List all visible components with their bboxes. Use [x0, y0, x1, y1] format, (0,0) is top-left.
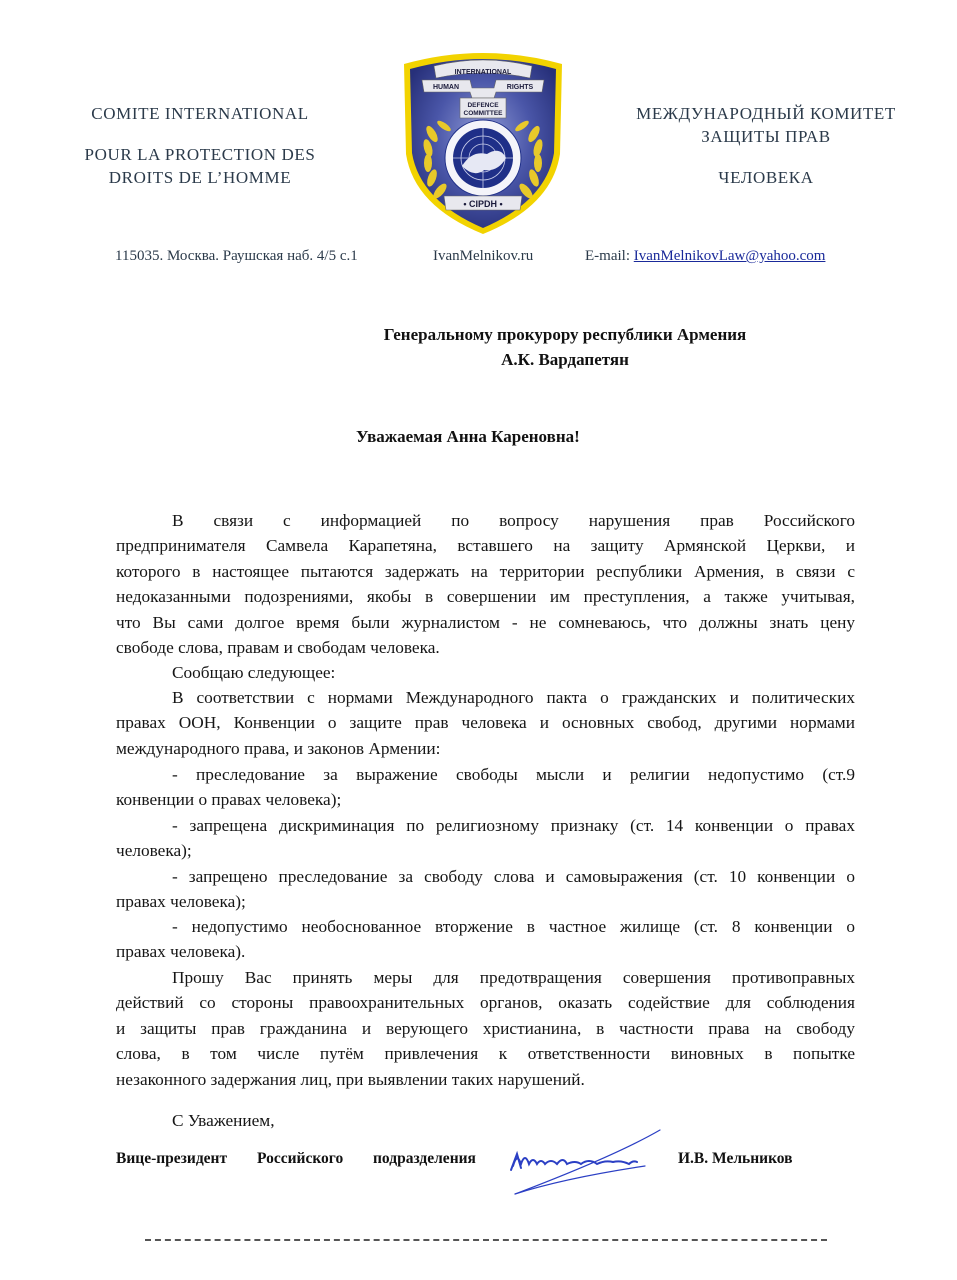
org-name-french-line2: POUR LA PROTECTION DES — [84, 145, 316, 164]
org-name-russian-line1: МЕЖДУНАРОДНЫЙ КОМИТЕТ — [636, 104, 896, 123]
org-name-russian-line3: ЧЕЛОВЕКА — [718, 168, 814, 187]
svg-text:HUMAN: HUMAN — [432, 84, 460, 91]
list-item-discrimination: - запрещена дискриминация по религиозному признаку (ст. 14 конвенции о правах человека); — [116, 816, 855, 861]
list-item-private-dwelling: - недопустимо необоснованное вторжение в частное жилище (ст. 8 конвенции о правах человека). — [116, 917, 855, 962]
org-name-french-line1: COMITE INTERNATIONAL — [91, 104, 309, 123]
svg-text:DEFENCE: DEFENCE — [467, 102, 499, 109]
org-name-french-line3: DROITS DE L’HOMME — [108, 168, 292, 187]
cipdh-logo — [392, 46, 574, 238]
signer-name: И.В. Мельников — [678, 1150, 793, 1167]
closing: С Уважением, — [172, 1111, 275, 1130]
body-paragraph-2: Сообщаю следующее: — [172, 663, 336, 682]
signer-title-word1: Вице-президент — [116, 1150, 228, 1167]
website-link[interactable]: IvanMelnikov.ru — [433, 248, 534, 264]
footer-divider — [145, 1239, 827, 1241]
email-block — [585, 248, 825, 265]
list-item-freedom-of-speech: - запрещено преследование за свободу слова и самовыражения (ст. 10 конвенции о правах человека); — [116, 867, 855, 912]
list-item-freedom-of-thought: - преследование за выражение свободы мысли и религии недопустимо (ст.9 конвенции о правах человека); — [116, 765, 855, 810]
postal-address: 115035. Москва. Раушская наб. 4/5 с.1 — [115, 248, 358, 264]
svg-text:INTERNATIONAL: INTERNATIONAL — [454, 69, 512, 76]
svg-text:• CIPDH •: • CIPDH • — [463, 199, 503, 209]
body-paragraph-1: В связи с информацией по вопросу нарушения прав Российского предпринимателя Самвела Карапетяна, вставшего на защиту Армянской Церкви, и которого в настоящее пытаются задержать на территории республики Армения, в связи с недоказанными подозрениями, якобы в совершении им преступления, а также учитывая, что Вы сами долгое время были журналистом - не сомневаюсь, что должны знать цену свободе слова, правам и свободам человека. — [116, 511, 855, 658]
signer-title-word3: подразделения — [373, 1150, 476, 1167]
svg-text:RIGHTS: RIGHTS — [506, 84, 534, 91]
body-paragraph-3: В соответствии с нормами Международного пакта о гражданских и политических правах ООН, Конвенции о защите прав человека и основных свобод, другими нормами международного права, и законов Армении: — [116, 688, 855, 758]
email-label: E-mail: — [585, 248, 634, 264]
email-link[interactable]: IvanMelnikovLaw@yahoo.com — [633, 248, 826, 264]
addressee-title: Генеральному прокурору республики Армения — [383, 325, 747, 344]
svg-text:COMMITTEE: COMMITTEE — [463, 110, 503, 117]
signature-scribble-icon — [505, 1126, 665, 1198]
handwritten-signature — [505, 1126, 665, 1198]
org-name-russian-line2: ЗАЩИТЫ ПРАВ — [701, 127, 831, 146]
addressee-name: А.К. Вардапетян — [501, 350, 629, 369]
shield-emblem-icon — [392, 46, 574, 238]
signature-row — [116, 1150, 227, 1168]
signer-title-word2: Российского — [257, 1150, 344, 1167]
salutation: Уважаемая Анна Кареновна! — [356, 427, 580, 446]
body-paragraph-request: Прошу Вас принять меры для предотвращения совершения противоправных действий со стороны правоохранительных органов, оказать содействие для соблюдения и защиты прав гражданина и верующего христианина, в частности права на свободу слова, в том числе путём привлечения к ответственности виновных в попытке незаконного задержания лиц, при выявлении таких нарушений. — [116, 968, 855, 1089]
